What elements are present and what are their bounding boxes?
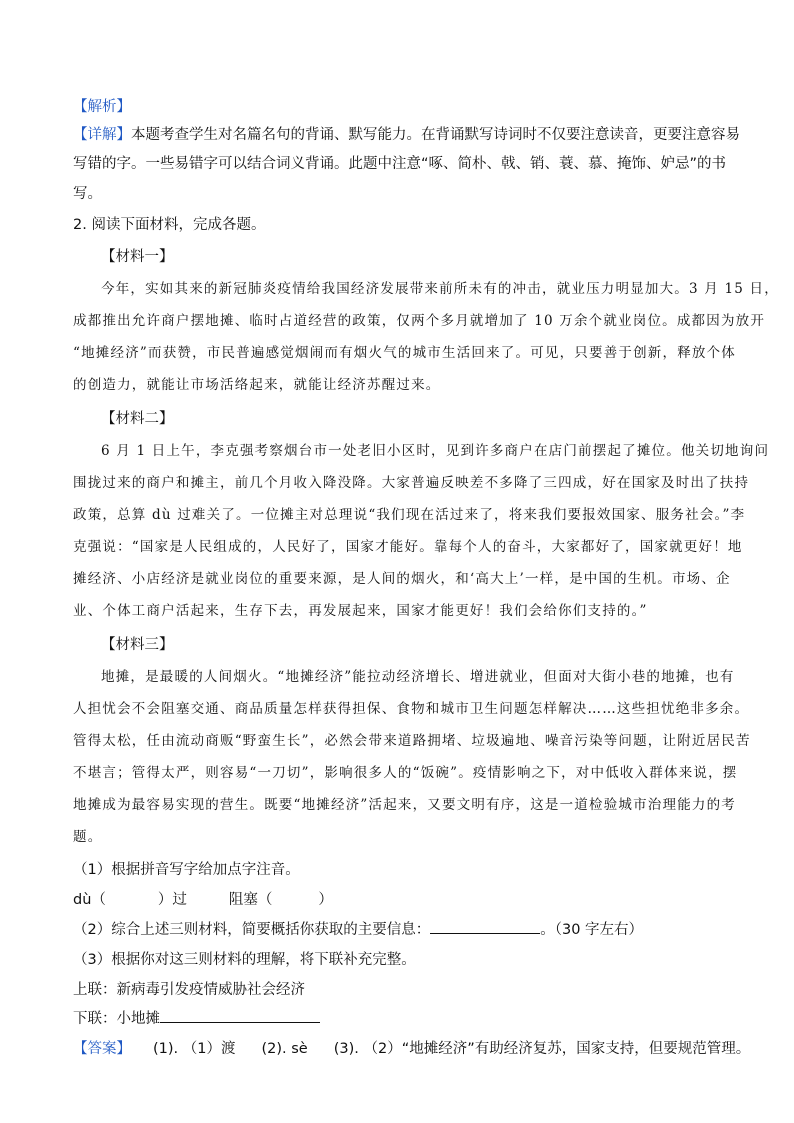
sub-question-3: （3）根据你对这三则材料的理解，将下联补充完整。 bbox=[73, 952, 416, 968]
sub-question-2-text: （2）综合上述三则材料，简要概括你获取的主要信息： bbox=[73, 922, 431, 938]
material-2-line-3: 政策，总算 dù 过难关了。一位摊主对总理说“我们现在活过来了，将来我们要报效国家、服务社会。”李 bbox=[73, 507, 746, 523]
material-1-line-2: 成都推出允许商户摆地摊、临时占道经营的政策，仅两个多月就增加了 10 万余个就业岗位。成都因为放开 bbox=[73, 313, 766, 329]
material-1-line-3: “地摊经济”而获赞，市民普遍感觉烟闹而有烟火气的城市生活回来了。可见，只要善于创新，释放个体 bbox=[73, 345, 737, 361]
material-3-title: 【材料三】 bbox=[101, 637, 174, 653]
answer-label: 【答案】 bbox=[73, 1041, 131, 1057]
material-2-line-6: 业、个体工商户活起来，生存下去，再发展起来，国家才能更好！我们会给你们支持的。” bbox=[73, 603, 648, 619]
lower-couplet bbox=[73, 1012, 320, 1027]
analysis-label: 【解析】 bbox=[73, 99, 131, 115]
material-2-line-4: 克强说：“国家是人民组成的，人民好了，国家才能好。靠每个人的奋斗，大家都好了，国家就更好！地 bbox=[73, 539, 743, 555]
detail-line-3: 写。 bbox=[73, 186, 102, 202]
word-zuse: 阻塞（ bbox=[228, 892, 273, 908]
material-3-line-6: 题。 bbox=[73, 829, 103, 845]
detail-label: 【详解】 bbox=[73, 127, 131, 143]
material-3-line-1: 地摊，是最暖的人间烟火。“地摊经济”能拉动经济增长、增进就业，但面对大街小巷的地摊，也有 bbox=[101, 669, 735, 685]
pinyin-du-suffix: ）过 bbox=[157, 892, 187, 908]
summary-answer-blank[interactable] bbox=[430, 933, 540, 934]
pinyin-answer-row bbox=[73, 893, 333, 908]
answer-row bbox=[73, 1042, 750, 1057]
answer-part-2: (2). sè bbox=[261, 1041, 308, 1057]
detail-line-2: 写错的字。一些易错字可以结合词义背诵。此题中注意“啄、简朴、戟、销、蓑、慕、掩饰、妒忌”的书 bbox=[73, 156, 727, 172]
material-1-title: 【材料一】 bbox=[101, 249, 174, 265]
material-2-title: 【材料二】 bbox=[101, 411, 174, 427]
material-2-line-2: 围拢过来的商户和摊主，前几个月收入降没降。大家普遍反映差不多降了三四成，好在国家及时出了扶持 bbox=[73, 475, 750, 491]
material-2-line-1: 6 月 1 日上午，李克强考察烟台市一处老旧小区时，见到许多商户在店门前摆起了摊位。他关切地询问 bbox=[101, 443, 770, 459]
material-3-line-5: 地摊成为最容易实现的营生。既要“地摊经济”活起来，又要文明有序，这是一道检验城市治理能力的考 bbox=[73, 797, 737, 813]
sub-question-1: （1）根据拼音写字给加点字注音。 bbox=[73, 862, 300, 878]
word-zuse-suffix: ） bbox=[318, 892, 333, 908]
material-1-line-1: 今年，实如其来的新冠肺炎疫情给我国经济发展带来前所未有的冲击，就业压力明显加大。3 月 15 日， bbox=[101, 281, 779, 297]
lower-couplet-text: 下联：小地摊 bbox=[73, 1011, 160, 1027]
material-2-line-5: 摊经济、小店经济是就业岗位的重要来源，是人间的烟火，和‘高大上’一样，是中国的生机。市场、企 bbox=[73, 571, 731, 587]
material-3-line-4: 不堪言；管得太严，则容易“一刀切”，影响很多人的“饭碗”。疫情影响之下，对中低收入群体来说，摆 bbox=[73, 765, 738, 781]
pinyin-du: dù（ bbox=[73, 892, 106, 908]
material-3-line-2: 人担忧会不会阻塞交通、商品质量怎样获得担保、食物和城市卫生问题怎样解决……这些担忧绝非多余。 bbox=[73, 701, 750, 717]
material-1-line-4: 的创造力，就能让市场活络起来，就能让经济苏醒过来。 bbox=[73, 377, 441, 393]
answer-part-1: (1). （1）渡 bbox=[153, 1041, 236, 1057]
couplet-answer-blank[interactable] bbox=[160, 1022, 320, 1023]
upper-couplet: 上联：新病毒引发疫情威胁社会经济 bbox=[73, 982, 305, 998]
detail-line-1 bbox=[73, 128, 740, 143]
sub-question-2 bbox=[73, 923, 643, 938]
question-2-stem: 2. 阅读下面材料，完成各题。 bbox=[73, 217, 266, 233]
sub-question-2-suffix: 。（30 字左右） bbox=[540, 922, 644, 938]
detail-text-1: 本题考查学生对名篇名句的背诵、默写能力。在背诵默写诗词时不仅要注意读音，更要注意容易 bbox=[131, 127, 740, 143]
answer-part-3: (3). （2）“地摊经济”有助经济复苏，国家支持，但要规范管理。 bbox=[333, 1041, 751, 1057]
material-3-line-3: 管得太松，任由流动商贩“野蛮生长”，必然会带来道路拥堵、垃圾遍地、噪音污染等问题，让附近居民苦 bbox=[73, 733, 751, 749]
